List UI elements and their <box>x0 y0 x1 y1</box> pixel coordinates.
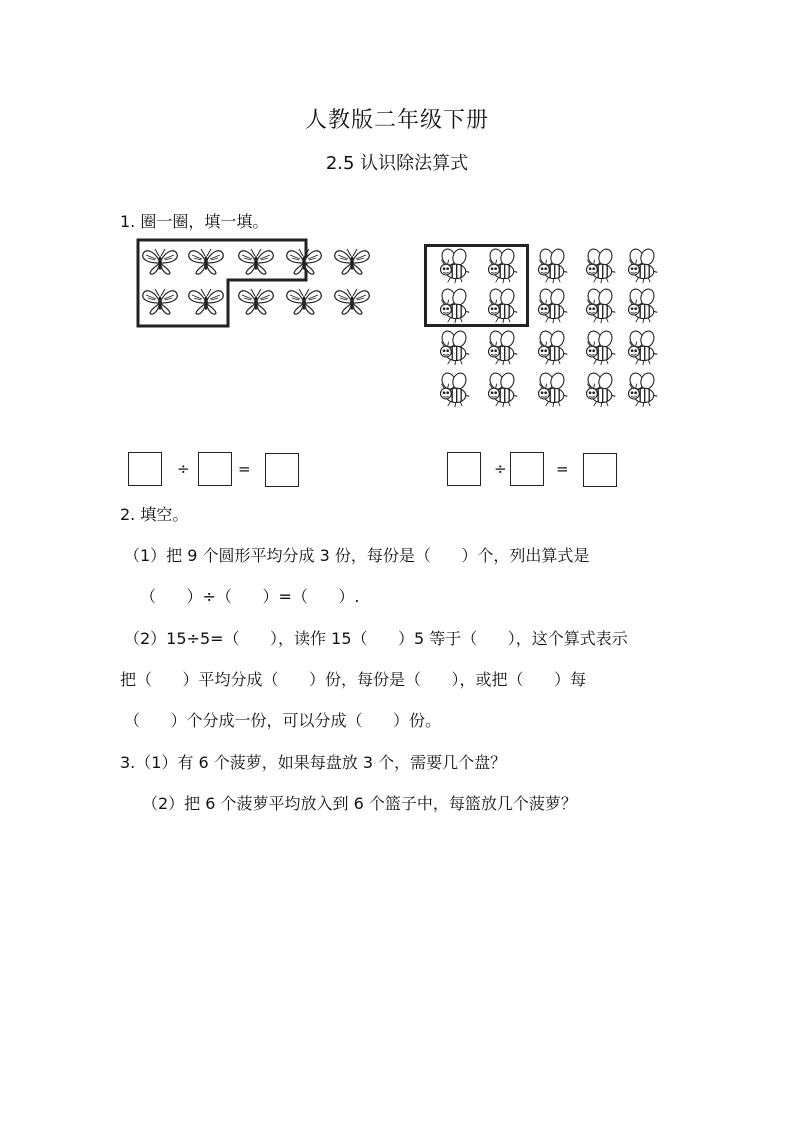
bee-icon <box>436 288 472 324</box>
q2-line: 把（ ）平均分成（ ）份，每份是（ ），或把（ ）每 <box>120 670 587 689</box>
bee-icon <box>582 330 618 366</box>
q1-label: 1. 圈一圈，填一填。 <box>120 212 269 231</box>
butterfly-icon <box>284 286 324 316</box>
page-title: 人教版二年级下册 <box>304 108 489 133</box>
q2-label: 2. 填空。 <box>120 505 189 524</box>
bee-icon <box>624 288 660 324</box>
bee-icon <box>436 330 472 366</box>
butterfly-icon <box>186 246 226 276</box>
bee-icon <box>436 248 472 284</box>
answer-box-quotient-right[interactable] <box>583 453 617 487</box>
bee-icon <box>484 248 520 284</box>
q2-line: （1）把 9 个圆形平均分成 3 份，每份是（ ）个，列出算式是 <box>124 546 590 565</box>
equals-sign-left: = <box>238 460 251 478</box>
butterfly-icon <box>332 246 372 276</box>
bee-group <box>424 244 674 414</box>
divide-sign-left: ÷ <box>177 460 190 478</box>
answer-box-divisor-left[interactable] <box>198 452 232 486</box>
bee-icon <box>582 288 618 324</box>
q2-line: （ ）÷（ ）=（ ）. <box>140 587 360 606</box>
bee-icon <box>436 372 472 408</box>
butterfly-icon <box>140 246 180 276</box>
q2-line: （ ）个分成一份，可以分成（ ）份。 <box>124 711 442 730</box>
q3-line: （2）把 6 个菠萝平均放入到 6 个篮子中，每篮放几个菠萝？ <box>142 794 577 813</box>
bee-icon <box>484 288 520 324</box>
butterfly-group <box>136 238 386 330</box>
answer-box-quotient-left[interactable] <box>265 453 299 487</box>
butterfly-icon <box>332 286 372 316</box>
bee-icon <box>484 372 520 408</box>
lesson-subtitle: 2.5 认识除法算式 <box>325 153 469 174</box>
bee-icon <box>624 372 660 408</box>
butterfly-icon <box>140 286 180 316</box>
butterfly-icon <box>284 246 324 276</box>
bee-icon <box>534 372 570 408</box>
q2-line: （2）15÷5=（ ），读作 15（ ）5 等于（ ），这个算式表示 <box>124 629 628 648</box>
bee-icon <box>624 248 660 284</box>
q3-line: 3.（1）有 6 个菠萝，如果每盘放 3 个，需要几个盘？ <box>120 753 507 772</box>
bee-icon <box>534 288 570 324</box>
butterfly-icon <box>236 286 276 316</box>
bee-icon <box>534 248 570 284</box>
bee-icon <box>582 372 618 408</box>
bee-icon <box>624 330 660 366</box>
bee-icon <box>534 330 570 366</box>
equals-sign-right: = <box>556 460 569 478</box>
bee-icon <box>582 248 618 284</box>
answer-box-dividend-right[interactable] <box>447 452 481 486</box>
answer-box-divisor-right[interactable] <box>510 452 544 486</box>
butterfly-icon <box>186 286 226 316</box>
divide-sign-right: ÷ <box>494 460 507 478</box>
butterfly-icon <box>236 246 276 276</box>
answer-box-dividend-left[interactable] <box>128 452 162 486</box>
bee-icon <box>484 330 520 366</box>
